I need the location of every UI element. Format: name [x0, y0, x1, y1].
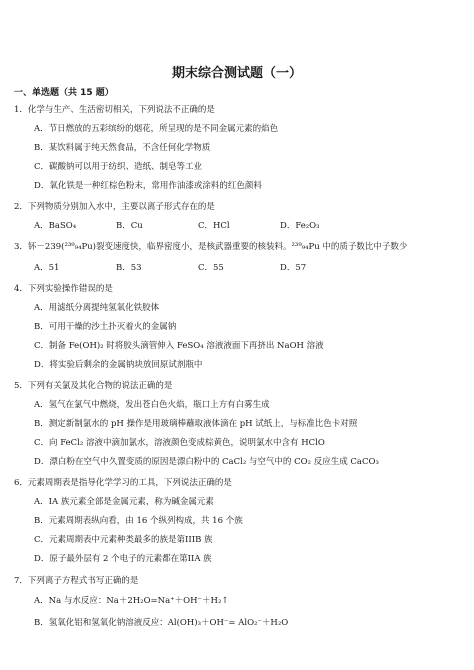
question-1-option-c: C．碳酸钠可以用于纺织、造纸、制皂等工业	[34, 162, 203, 172]
question-5-option-d: D．漂白粉在空气中久置变质的原因是漂白粉中的 CaCl₂ 与空气中的 CO₂ 反应生成 CaCO₃	[34, 457, 379, 467]
section-heading: 一、单选题（共 15 题）	[14, 88, 114, 98]
question-2-option-b: B．Cu	[116, 221, 143, 231]
question-1-option-b: B．某饮料属于纯天然食品，不含任何化学物质	[34, 143, 211, 153]
question-4-stem: 4．下列实验操作错误的是	[14, 284, 113, 294]
question-2-option-d: D．Fe₂O₃	[280, 221, 320, 231]
question-4-option-a: A．用滤纸分离提纯氢氧化铁胶体	[34, 303, 160, 313]
question-2-options	[34, 219, 454, 231]
question-6-option-a: A．IA 族元素全部是金属元素，称为碱金属元素	[34, 497, 214, 507]
question-7-option-b: B．氢氧化铝和氢氧化钠溶液反应：Al(OH)₃＋OH⁻= AlO₂⁻＋H₂O	[34, 618, 289, 628]
question-6-option-c: C．元素周期表中元素种类最多的族是第IIIB 族	[34, 535, 213, 545]
question-1-option-d: D．氧化铁是一种红棕色粉末，常用作油漆或涂料的红色颜料	[34, 181, 262, 191]
question-6-option-d: D．原子最外层有 2 个电子的元素都在第IIA 族	[34, 554, 212, 564]
question-5-option-a: A．氢气在氯气中燃烧，发出苍白色火焰，瓶口上方有白雾生成	[34, 400, 270, 410]
question-4-option-b: B．可用干燥的沙土扑灭着火的金属钠	[34, 322, 177, 332]
page-title: 期末综合测试题（一）	[171, 66, 302, 81]
question-6-option-b: B．元素周期表纵向看，由 16 个纵列构成，共 16 个族	[34, 516, 243, 526]
question-5-option-c: C．向 FeCl₂ 溶液中滴加氯水，溶液颜色变成棕黄色，说明氯水中含有 HClO	[34, 438, 325, 448]
question-6-stem: 6．元素周期表是指导化学学习的工具，下列说法正确的是	[14, 478, 232, 488]
question-7-option-a: A．Na 与水反应：Na＋2H₂O=Na⁺＋OH⁻＋H₂↑	[34, 596, 229, 606]
question-3-options	[34, 261, 454, 273]
question-3-option-d: D．57	[280, 263, 307, 273]
question-4-option-d: D．将实验后剩余的金属钠块放回原试剂瓶中	[34, 360, 203, 370]
question-1-stem: 1．化学与生产、生活密切相关，下列说法不正确的是	[14, 105, 215, 115]
question-3-stem: 3．钚－239(²³⁹₉₄Pu)裂变速度快，临界密度小，是核武器重要的核装料。²³⁹₉₄Pu 中的质子数比中子数少	[14, 242, 408, 252]
question-3-option-c: C．55	[198, 263, 224, 273]
question-3-option-a: A．51	[34, 263, 60, 273]
question-2-option-a: A．BaSO₄	[34, 221, 77, 231]
question-3-option-b: B．53	[116, 263, 142, 273]
question-2-option-c: C．HCl	[198, 221, 230, 231]
question-2-stem: 2．下列物质分别加入水中，主要以离子形式存在的是	[14, 202, 215, 212]
question-7-stem: 7．下列离子方程式书写正确的是	[14, 576, 139, 586]
question-4-option-c: C．制备 Fe(OH)₂ 时将胶头滴管伸入 FeSO₄ 溶液液面下再挤出 NaOH 溶液	[34, 341, 324, 351]
question-5-stem: 5．下列有关氯及其化合物的说法正确的是	[14, 381, 173, 391]
question-5-option-b: B．测定新制氯水的 pH 操作是用玻璃棒蘸取液体滴在 pH 试纸上，与标准比色卡对照	[34, 419, 358, 429]
question-1-option-a: A．节日燃放的五彩缤纷的烟花，所呈现的是不同金属元素的焰色	[34, 124, 279, 134]
